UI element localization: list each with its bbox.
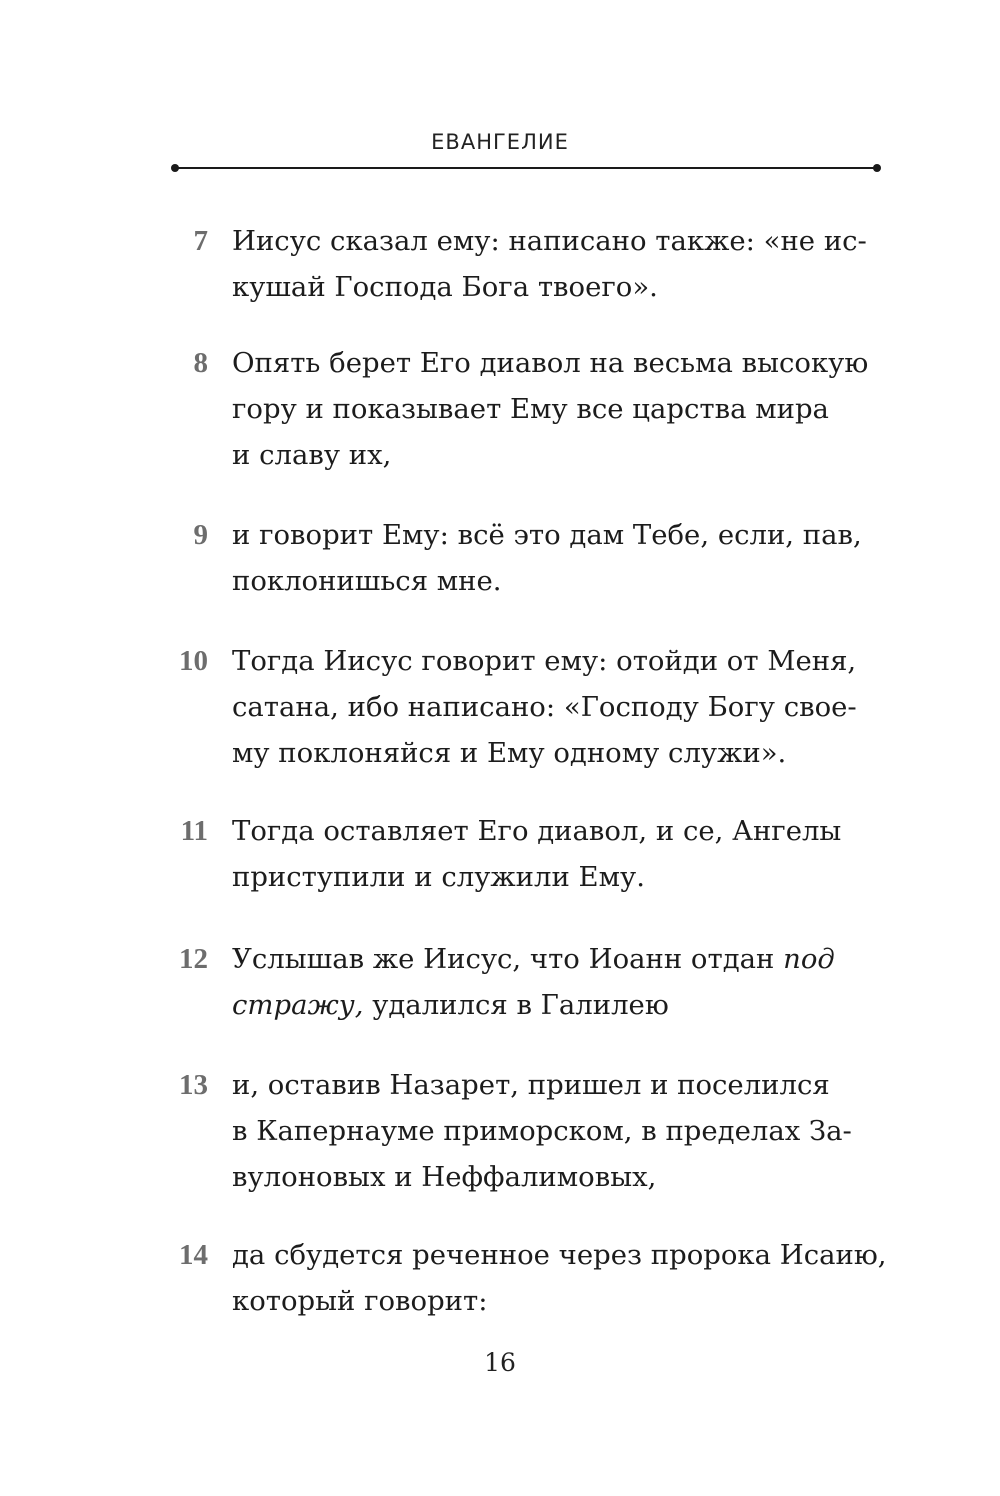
page-number: 16 xyxy=(484,1348,516,1377)
verse-text-regular: удалился в Галилею xyxy=(372,989,669,1021)
verse-line: и говорит Ему: всё это дам Тебе, если, пав, xyxy=(232,519,862,551)
verse-text xyxy=(232,936,882,1028)
verse-text xyxy=(232,808,882,900)
verse-text-italic: под xyxy=(783,943,835,975)
verse-number: 11 xyxy=(180,815,208,847)
verse-line: Иисус сказал ему: написано также: «не ис- xyxy=(232,225,867,257)
verse-line: гору и показывает Ему все царства мира xyxy=(232,393,829,425)
verse-line: и, оставив Назарет, пришел и поселился xyxy=(232,1069,830,1101)
verse-line: да сбудется реченное через пророка Исаию, xyxy=(232,1239,887,1271)
verse-line: в Капернауме приморском, в пределах За- xyxy=(232,1115,852,1147)
verse-line: Тогда оставляет Его диавол, и се, Ангелы xyxy=(232,815,842,847)
verse-line: приступили и служили Ему. xyxy=(232,861,645,893)
verse-line: поклонишься мне. xyxy=(232,565,502,597)
header-rule xyxy=(175,167,877,169)
verse-number: 10 xyxy=(179,645,208,677)
verse-line: Тогда Иисус говорит ему: отойди от Меня, xyxy=(232,645,857,677)
verse-text-italic: стражу, xyxy=(232,989,364,1021)
verse-number: 9 xyxy=(193,519,208,551)
verse-text xyxy=(232,1232,887,1324)
verse-text xyxy=(232,638,882,776)
verse-number: 14 xyxy=(179,1239,208,1271)
verse-line xyxy=(232,982,882,1028)
verse-line: кушай Господа Бога твоего». xyxy=(232,271,658,303)
verse-text-regular: Услышав же Иисус, что Иоанн отдан xyxy=(232,943,775,975)
verse-text xyxy=(232,1062,882,1200)
verse-number: 8 xyxy=(193,347,208,379)
verse-line: вулоновых и Неффалимовых, xyxy=(232,1161,657,1193)
verse-number: 12 xyxy=(179,943,208,975)
verse-number: 13 xyxy=(179,1069,208,1101)
rule-dot-right xyxy=(873,164,881,172)
verse-text xyxy=(232,512,882,604)
verse-line: му поклоняйся и Ему одному служи». xyxy=(232,737,787,769)
verse-text xyxy=(232,340,882,478)
verse-line: Опять берет Его диавол на весьма высокую xyxy=(232,347,869,379)
verse-text xyxy=(232,218,882,310)
verse-number: 7 xyxy=(193,225,208,257)
verse-line: и славу их, xyxy=(232,439,392,471)
verse-line: который говорит: xyxy=(232,1285,488,1317)
header-title: ЕВАНГЕЛИЕ xyxy=(431,130,569,154)
verse-line: сатана, ибо написано: «Господу Богу свое- xyxy=(232,691,857,723)
verse-line xyxy=(232,936,882,982)
